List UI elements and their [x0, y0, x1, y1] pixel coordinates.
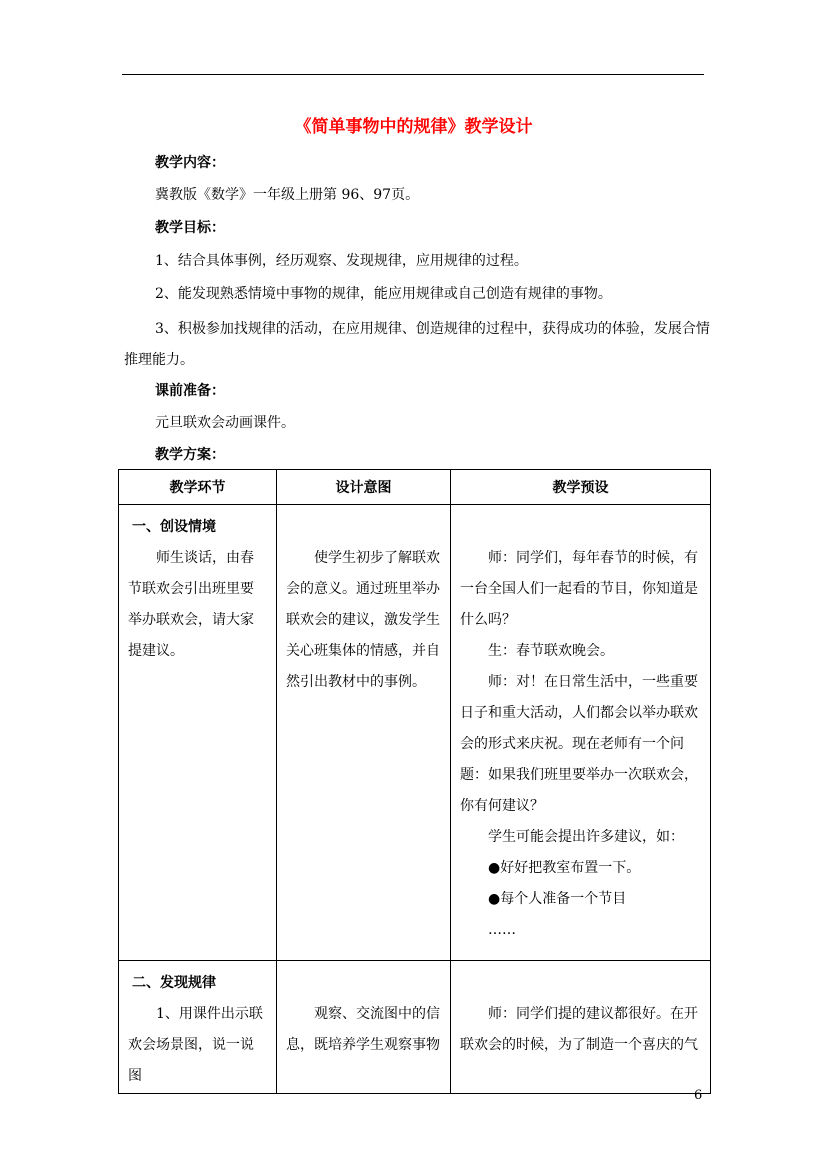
intent-cell	[277, 961, 451, 1094]
stage-title: 一、创设情境	[132, 519, 216, 535]
preset-bullet: ●好好把教室布置一下。	[488, 860, 641, 876]
table-row	[119, 505, 711, 961]
preset-line: 学生可能会提出许多建议，如：	[488, 829, 684, 845]
preset-line: 师：同学们提的建议都很好。在开联欢会的时候，为了制造一个喜庆的气	[460, 1006, 698, 1053]
header-preset: 教学预设	[451, 470, 711, 505]
goals-heading: 教学目标：	[155, 220, 225, 236]
preset-cell	[451, 505, 711, 961]
preset-cell	[451, 961, 711, 1094]
intent-text: 观察、交流图中的信息，既培养学生观察事物	[286, 1006, 440, 1053]
header-intent: 设计意图	[277, 470, 451, 505]
intent-text: 使学生初步了解联欢会的意义。通过班里举办联欢会的建议，激发学生关心班集体的情感，并自然引出教材中的事例。	[286, 550, 440, 690]
teaching-plan-table	[118, 469, 711, 1094]
prep-text: 元旦联欢会动画课件。	[155, 415, 295, 431]
prep-heading: 课前准备：	[155, 383, 225, 399]
goal-item-1: 1、结合具体事例，经历观察、发现规律，应用规律的过程。	[155, 253, 528, 269]
content-text: 冀教版《数学》一年级上册第 96、97页。	[155, 187, 420, 203]
document-title: 《简单事物中的规律》教学设计	[294, 117, 533, 137]
stage-title: 二、发现规律	[132, 975, 216, 991]
stage-text: 师生谈话，由春节联欢会引出班里要举办联欢会，请大家提建议。	[128, 550, 254, 659]
goal-item-2: 2、能发现熟悉情境中事物的规律，能应用规律或自己创造有规律的事物。	[155, 286, 612, 302]
preset-line: 师：同学们，每年春节的时候，有一台全国人们一起看的节目，你知道是什么吗？	[460, 550, 698, 628]
preset-line: 师：对！在日常生活中，一些重要日子和重大活动，人们都会以举办联欢会的形式来庆祝。现在老师有一个问题：如果我们班里要举办一次联欢会，你有何建议？	[460, 674, 698, 814]
preset-bullet: ●每个人准备一个节目	[488, 891, 627, 907]
preset-ellipsis: ……	[488, 922, 516, 938]
table-header-row	[119, 470, 711, 505]
stage-cell	[119, 961, 277, 1094]
stage-text: 1、用课件出示联欢会场景图，说一说图	[128, 1006, 263, 1084]
content-heading: 教学内容：	[155, 155, 225, 171]
plan-heading: 教学方案：	[155, 447, 225, 463]
stage-cell	[119, 505, 277, 961]
page-number: 6	[694, 1088, 703, 1103]
goal-item-3: 3、积极参加找规律的活动，在应用规律、创造规律的过程中，获得成功的体验，发展合情推理能力。	[124, 321, 710, 368]
header-rule	[122, 74, 704, 75]
preset-line: 生：春节联欢晚会。	[488, 643, 614, 659]
header-stage: 教学环节	[119, 470, 277, 505]
intent-cell	[277, 505, 451, 961]
table-row	[119, 961, 711, 1094]
